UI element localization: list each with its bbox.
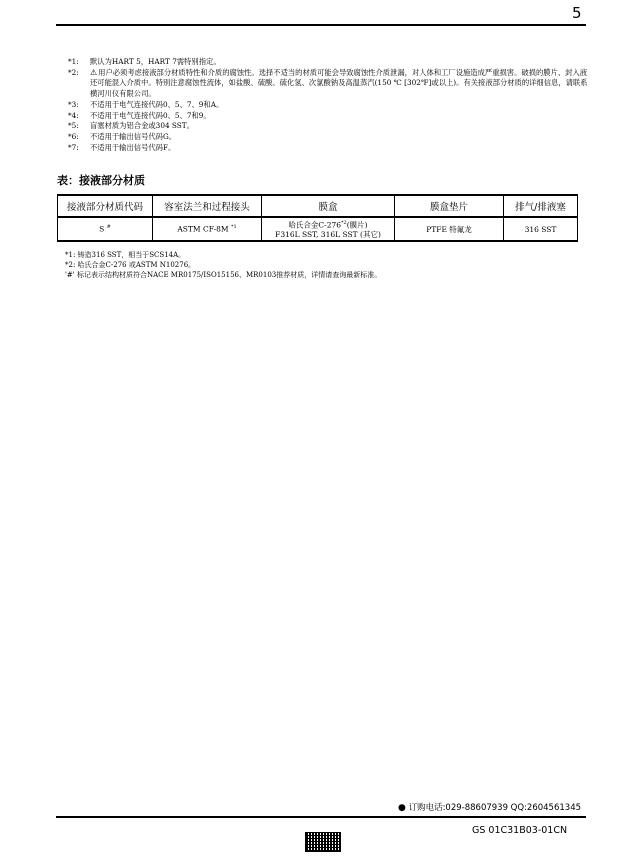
column-header: 膜盒 — [262, 195, 395, 217]
diaphragm-footnote: *2 — [341, 220, 347, 227]
column-header: 膜盒垫片 — [395, 195, 504, 217]
table-row — [58, 217, 578, 241]
diaphragm-line1-suffix: (膜片) — [346, 220, 368, 230]
note-item — [68, 68, 588, 100]
note-text: 不适用于电气连接代码0、5、7和9。 — [90, 110, 211, 120]
table-note: *2: 哈氏合金C-276 或ASTM N10276。 — [65, 261, 196, 269]
note-text: 不适用于输出信号代码F。 — [90, 142, 176, 152]
material-table — [57, 194, 578, 242]
cell-flange — [153, 217, 262, 241]
note-item — [68, 132, 588, 143]
note-mark: *1: — [68, 57, 79, 66]
note-mark: *7: — [68, 142, 79, 152]
diaphragm-line1: 哈氏合金C-276 — [288, 220, 342, 230]
cell-drain: 316 SST — [504, 217, 578, 241]
note-mark: *5: — [68, 121, 79, 131]
note-mark: *4: — [68, 110, 79, 120]
note-mark: *6: — [68, 131, 79, 141]
notes-section — [68, 57, 588, 153]
column-header: 排气/排液塞 — [504, 195, 578, 217]
cell-diaphragm — [262, 217, 395, 241]
footer-contact — [398, 801, 581, 813]
top-rule — [56, 24, 586, 26]
contact-text: 订购电话:029-88607939 QQ:2604561345 — [408, 803, 582, 813]
column-header: 接液部分材质代码 — [58, 195, 153, 217]
table-title: 表：接液部分材质 — [57, 174, 145, 187]
warning-icon: ⚠ — [90, 67, 98, 77]
column-header: 容室法兰和过程接头 — [153, 195, 262, 217]
note-item — [68, 111, 588, 122]
table-notes — [65, 250, 381, 280]
code-value: S — [99, 224, 105, 234]
diaphragm-line2: F316L SST, 316L SST (其它) — [275, 229, 381, 239]
flange-value: ASTM CF-8M — [177, 224, 229, 234]
bottom-rule — [56, 816, 586, 818]
document-number: GS 01C31B03-01CN — [472, 825, 568, 836]
note-text: 盲塞材质为铝合金或304 SST。 — [90, 121, 194, 131]
flange-footnote: *1 — [230, 224, 237, 231]
table-header-row — [58, 195, 578, 217]
note-text: 用户必须考虑接液部分材质特性和介质的腐蚀性。选择不适当的材质可能会导致腐蚀性介质泄漏，对人体和工厂设施造成严重损害。破损的膜片、封入液还可能混入介质中。特别注意腐蚀性流体，如盐酸、硫酸、硫化氢、次氯酸钠及高温蒸汽(150 ℃ [302℉]或以上)。有关接液部分材质的详细信息，请联系横河川仪有限公司。 — [90, 67, 588, 99]
page-number: 5 — [572, 4, 582, 22]
table-note: *1: 铸造316 SST，相当于SCS14A。 — [65, 251, 186, 259]
barcode-icon — [305, 832, 341, 852]
note-text: 不适用于输出信号代码G。 — [90, 131, 177, 141]
cell-code — [58, 217, 153, 241]
note-text: 默认为HART 5，HART 7需特别指定。 — [90, 57, 221, 66]
note-text: 不适用于电气连接代码0、5、7、9和A。 — [90, 99, 224, 109]
note-item — [68, 143, 588, 154]
note-item — [68, 100, 588, 111]
note-mark: *3: — [68, 99, 79, 109]
table-note: '#' 标记表示结构材质符合NACE MR0175/ISO15156、MR0103推荐材质，详情请查询最新标准。 — [65, 271, 382, 279]
code-footnote: # — [106, 224, 111, 231]
note-item — [68, 121, 588, 132]
note-text-with-warning — [90, 68, 588, 100]
cell-gasket: PTFE 特氟龙 — [395, 217, 504, 241]
note-mark: *2: — [68, 67, 79, 77]
note-item — [68, 57, 588, 68]
bullet-icon: ● — [398, 803, 406, 813]
